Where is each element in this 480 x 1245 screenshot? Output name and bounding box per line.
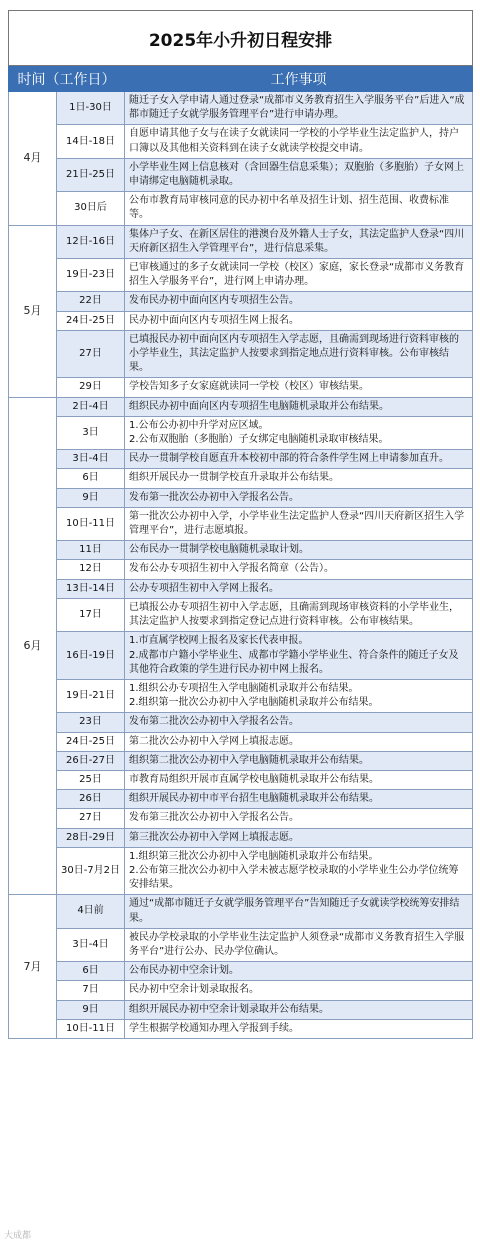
table-row — [9, 598, 473, 631]
task-cell: 组织开展民办初中空余计划录取并公布结果。 — [125, 1000, 473, 1019]
date-cell: 19日-23日 — [57, 259, 125, 292]
task-cell: 公办专项招生初中入学网上报名。 — [125, 579, 473, 598]
table-row — [9, 560, 473, 579]
table-row — [9, 330, 473, 378]
date-cell: 12日-16日 — [57, 225, 125, 258]
task-cell: 第二批次公办初中入学网上填报志愿。 — [125, 732, 473, 751]
task-cell: 自愿申请其他子女与在读子女就读同一学校的小学毕业生法定监护人，持户口簿以及其他相关资料到在读子女就读学校提交申请。 — [125, 125, 473, 158]
table-row — [9, 809, 473, 828]
task-cell: 民办一贯制学校自愿直升本校初中部的符合条件学生网上申请参加直升。 — [125, 450, 473, 469]
date-cell: 28日-29日 — [57, 828, 125, 847]
table-row — [9, 541, 473, 560]
table-row — [9, 895, 473, 928]
date-cell: 24日-25日 — [57, 311, 125, 330]
date-cell: 14日-18日 — [57, 125, 125, 158]
task-cell: 已填报民办初中面向区内专项招生入学志愿，且确需到现场进行资料审核的小学毕业生，其法定监护人按要求到指定地点进行资料审核。公布审核结果。 — [125, 330, 473, 378]
date-cell: 12日 — [57, 560, 125, 579]
month-cell: 6月 — [9, 397, 57, 895]
date-cell: 30日后 — [57, 192, 125, 225]
table-row — [9, 311, 473, 330]
table-row — [9, 962, 473, 981]
date-cell: 27日 — [57, 330, 125, 378]
date-cell: 26日 — [57, 790, 125, 809]
schedule-document — [8, 10, 473, 1039]
table-header-row — [9, 67, 473, 92]
date-cell: 16日-19日 — [57, 632, 125, 680]
table-row — [9, 928, 473, 961]
table-row — [9, 679, 473, 712]
schedule-body — [9, 92, 473, 1039]
date-cell: 24日-25日 — [57, 732, 125, 751]
month-cell: 4月 — [9, 92, 57, 226]
task-cell: 第一批次公办初中入学，小学毕业生法定监护人登录“四川天府新区招生入学管理平台”，进行志愿填报。 — [125, 507, 473, 540]
table-row — [9, 225, 473, 258]
date-cell: 7日 — [57, 981, 125, 1000]
table-row — [9, 378, 473, 397]
date-cell: 11日 — [57, 541, 125, 560]
task-cell: 组织第二批次公办初中入学电脑随机录取并公布结果。 — [125, 751, 473, 770]
task-cell: 1.组织公办专项招生入学电脑随机录取并公布结果。 2.组织第一批次公办初中入学电脑随机录取并公布结果。 — [125, 679, 473, 712]
table-row — [9, 828, 473, 847]
date-cell: 4日前 — [57, 895, 125, 928]
task-cell: 公布民办初中空余计划。 — [125, 962, 473, 981]
task-cell: 学校告知多子女家庭就读同一学校（校区）审核结果。 — [125, 378, 473, 397]
task-cell: 随迁子女入学申请人通过登录“成都市义务教育招生入学服务平台”后进入“成都市随迁子女就学服务管理平台”进行申请办理。 — [125, 92, 473, 125]
month-cell: 7月 — [9, 895, 57, 1039]
date-cell: 19日-21日 — [57, 679, 125, 712]
page-title: 2025年小升初日程安排 — [8, 10, 473, 66]
table-row — [9, 981, 473, 1000]
table-row — [9, 847, 473, 895]
schedule-table — [8, 66, 473, 1039]
task-cell: 集体户子女、在新区居住的港澳台及外籍人士子女，其法定监护人登录“四川天府新区招生入学管理平台”，进行信息采集。 — [125, 225, 473, 258]
table-row — [9, 416, 473, 449]
date-cell: 23日 — [57, 713, 125, 732]
date-cell: 30日-7月2日 — [57, 847, 125, 895]
table-row — [9, 292, 473, 311]
task-cell: 第三批次公办初中入学网上填报志愿。 — [125, 828, 473, 847]
task-cell: 市教育局组织开展市直属学校电脑随机录取并公布结果。 — [125, 770, 473, 789]
table-row — [9, 92, 473, 125]
table-row — [9, 1000, 473, 1019]
table-row — [9, 125, 473, 158]
date-cell: 2日-4日 — [57, 397, 125, 416]
date-cell: 1日-30日 — [57, 92, 125, 125]
task-cell: 公布市教育局审核同意的民办初中名单及招生计划、招生范围、收费标准等。 — [125, 192, 473, 225]
date-cell: 29日 — [57, 378, 125, 397]
header-time: 时间（工作日） — [9, 67, 125, 92]
table-row — [9, 397, 473, 416]
date-cell: 9日 — [57, 1000, 125, 1019]
task-cell: 发布第三批次公办初中入学报名公告。 — [125, 809, 473, 828]
table-row — [9, 192, 473, 225]
date-cell: 25日 — [57, 770, 125, 789]
table-row — [9, 579, 473, 598]
date-cell: 27日 — [57, 809, 125, 828]
task-cell: 组织开展民办初中市平台招生电脑随机录取并公布结果。 — [125, 790, 473, 809]
task-cell: 发布公办专项招生初中入学报名简章（公告）。 — [125, 560, 473, 579]
table-row — [9, 751, 473, 770]
task-cell: 1.公布公办初中升学对应区域。 2.公布双胞胎（多胞胎）子女绑定电脑随机录取审核结果。 — [125, 416, 473, 449]
date-cell: 10日-11日 — [57, 1019, 125, 1038]
task-cell: 发布第二批次公办初中入学报名公告。 — [125, 713, 473, 732]
table-row — [9, 790, 473, 809]
table-row — [9, 469, 473, 488]
task-cell: 组织开展民办一贯制学校直升录取并公布结果。 — [125, 469, 473, 488]
table-row — [9, 507, 473, 540]
table-row — [9, 450, 473, 469]
table-row — [9, 158, 473, 191]
table-row — [9, 713, 473, 732]
task-cell: 被民办学校录取的小学毕业生法定监护人须登录“成都市义务教育招生入学服务平台”进行公办、民办学位确认。 — [125, 928, 473, 961]
date-cell: 26日-27日 — [57, 751, 125, 770]
task-cell: 学生根据学校通知办理入学报到手续。 — [125, 1019, 473, 1038]
date-cell: 10日-11日 — [57, 507, 125, 540]
date-cell: 13日-14日 — [57, 579, 125, 598]
task-cell: 1.市直属学校网上报名及家长代表申报。 2.成都市户籍小学毕业生、成都市学籍小学毕业生、符合条件的随迁子女及其他符合政策的学生进行民办初中网上报名。 — [125, 632, 473, 680]
date-cell: 6日 — [57, 962, 125, 981]
task-cell: 1.组织第三批次公办初中入学电脑随机录取并公布结果。 2.公布第三批次公办初中入学未被志愿学校录取的小学毕业生公办学位统筹安排结果。 — [125, 847, 473, 895]
table-row — [9, 770, 473, 789]
table-row — [9, 732, 473, 751]
task-cell: 组织民办初中面向区内专项招生电脑随机录取并公布结果。 — [125, 397, 473, 416]
table-row — [9, 632, 473, 680]
task-cell: 发布第一批次公办初中入学报名公告。 — [125, 488, 473, 507]
date-cell: 21日-25日 — [57, 158, 125, 191]
date-cell: 22日 — [57, 292, 125, 311]
table-row — [9, 1019, 473, 1038]
task-cell: 已填报公办专项招生初中入学志愿，且确需到现场审核资料的小学毕业生，其法定监护人按要求到指定登记点进行资料审核。公布审核结果。 — [125, 598, 473, 631]
task-cell: 通过“成都市随迁子女就学服务管理平台”告知随迁子女就读学校统筹安排结果。 — [125, 895, 473, 928]
date-cell: 3日-4日 — [57, 928, 125, 961]
date-cell: 6日 — [57, 469, 125, 488]
task-cell: 公布民办一贯制学校电脑随机录取计划。 — [125, 541, 473, 560]
date-cell: 17日 — [57, 598, 125, 631]
task-cell: 民办初中面向区内专项招生网上报名。 — [125, 311, 473, 330]
task-cell: 发布民办初中面向区内专项招生公告。 — [125, 292, 473, 311]
date-cell: 9日 — [57, 488, 125, 507]
date-cell: 3日-4日 — [57, 450, 125, 469]
task-cell: 民办初中空余计划录取报名。 — [125, 981, 473, 1000]
table-row — [9, 488, 473, 507]
task-cell: 已审核通过的多子女就读同一学校（校区）家庭，家长登录“成都市义务教育招生入学服务平台”，进行网上申请办理。 — [125, 259, 473, 292]
task-cell: 小学毕业生网上信息核对（含回器生信息采集）；双胞胎（多胞胎）子女网上申请绑定电脑随机录取。 — [125, 158, 473, 191]
watermark: 大成都 — [4, 1231, 32, 1241]
header-task: 工作事项 — [125, 67, 473, 92]
date-cell: 3日 — [57, 416, 125, 449]
table-row — [9, 259, 473, 292]
month-cell: 5月 — [9, 225, 57, 397]
